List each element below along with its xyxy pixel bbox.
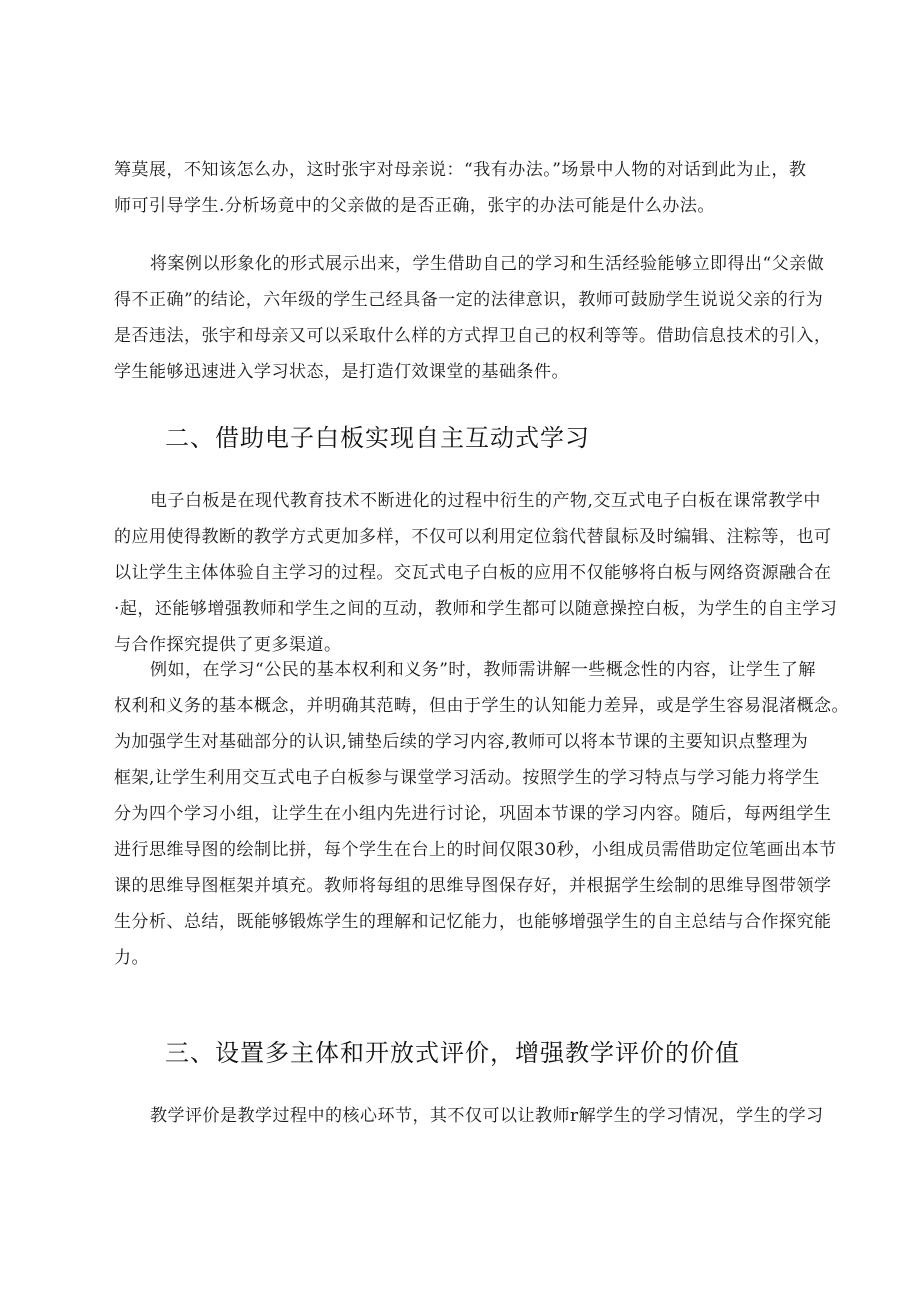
paragraph-line: 学生能够迅速进入学习状态，是打造仃效课堂的基础条件。 bbox=[114, 362, 569, 382]
paragraph-line: ·起，还能够增强教师和学生之间的互动，教师和学生都可以随意操控白板，为学生的自主学习 bbox=[114, 599, 838, 619]
paragraph-4 bbox=[114, 652, 849, 976]
section-heading-3: 三、设置多主体和开放式评价，增强教学评价的价值 bbox=[165, 1039, 740, 1067]
paragraph-line: 电子白板是在现代教育技术不断进化的过程中衍生的产物,交互式电子白板在课常教学中 bbox=[150, 491, 821, 511]
paragraph-line: 框架,让学生利用交互式电子白板参与课堂学习活动。按照学生的学习特点与学习能力将学生 bbox=[114, 768, 820, 788]
section-heading-2: 二、借助电子白板实现自主互动式学习 bbox=[165, 424, 590, 452]
paragraph-line: 为加强学生对基础部分的认识,铺垫后续的学习内容,教师可以将本节课的主要知识点整理为 bbox=[114, 732, 809, 752]
paragraph-5 bbox=[114, 1098, 824, 1134]
paragraph-line: 进行思维导图的绘制比拼，每个学生在台上的时间仅限30秒，小组成员需借助定位笔画出本节 bbox=[114, 840, 837, 860]
paragraph-line: 是否违法，张宇和母亲又可以采取什么样的方式捍卫自己的权利等等。借助信息技术的引入， bbox=[114, 326, 832, 346]
paragraph-line: 得不正确”的结论，六年级的学生己经具备一定的法律意识，教师可鼓励学生说说父亲的行为 bbox=[114, 290, 824, 310]
paragraph-line: 教学评价是教学过程中的核心环节，其不仅可以让教师r解学生的学习情况，学生的学习 bbox=[150, 1106, 824, 1126]
paragraph-line: 生分析、总结，既能够锻炼学生的理解和记忆能力，也能够增强学生的自主总结与合作探究能 bbox=[114, 912, 832, 932]
paragraph-line: 师可引导学生.分析场竟中的父亲做的是否正确，张宇的办法可能是什么办法。 bbox=[114, 196, 715, 216]
paragraph-line: 与合作探究提供了更多渠道。 bbox=[114, 635, 342, 655]
paragraph-line: 的应用使得教断的教学方式更加多样，不仅可以利用定位翁代替鼠标及时编辑、注粽等，也可 bbox=[114, 527, 832, 547]
paragraph-2 bbox=[114, 246, 832, 390]
paragraph-line: 以让学生主体体验自主学习的过程。交瓦式电子白板的应用不仅能够将白板与网络资源融合在 bbox=[114, 563, 832, 583]
paragraph-line: 力。 bbox=[114, 948, 149, 968]
paragraph-3 bbox=[114, 483, 838, 663]
paragraph-line: 权利和义务的基本概念，并明确其范畴，但由于学生的认知能力差异，或是学生容易混渚概念。 bbox=[114, 696, 849, 716]
paragraph-line: 筹莫展，不知该怎么办，这时张宇对母亲说：“我有办法。”场景中人物的对话到此为止，教 bbox=[114, 160, 807, 180]
paragraph-line: 例如，在学习“公民的基本权利和义务”时，教师需讲解一些概念性的内容，让学生了解 bbox=[150, 660, 816, 680]
paragraph-line: 将案例以形象化的形式展示出来，学生借助自己的学习和生活经验能够立即得出“父亲做 bbox=[150, 254, 825, 274]
paragraph-line: 课的思维导图框架并填充。教师将每组的思维导图保存好，并根据学生绘制的思维导图带领学 bbox=[114, 876, 832, 896]
paragraph-line: 分为四个学习小组，让学生在小组内先进行讨论，巩固本节课的学习内容。随后，每两组学生 bbox=[114, 804, 832, 824]
paragraph-1 bbox=[114, 152, 814, 224]
